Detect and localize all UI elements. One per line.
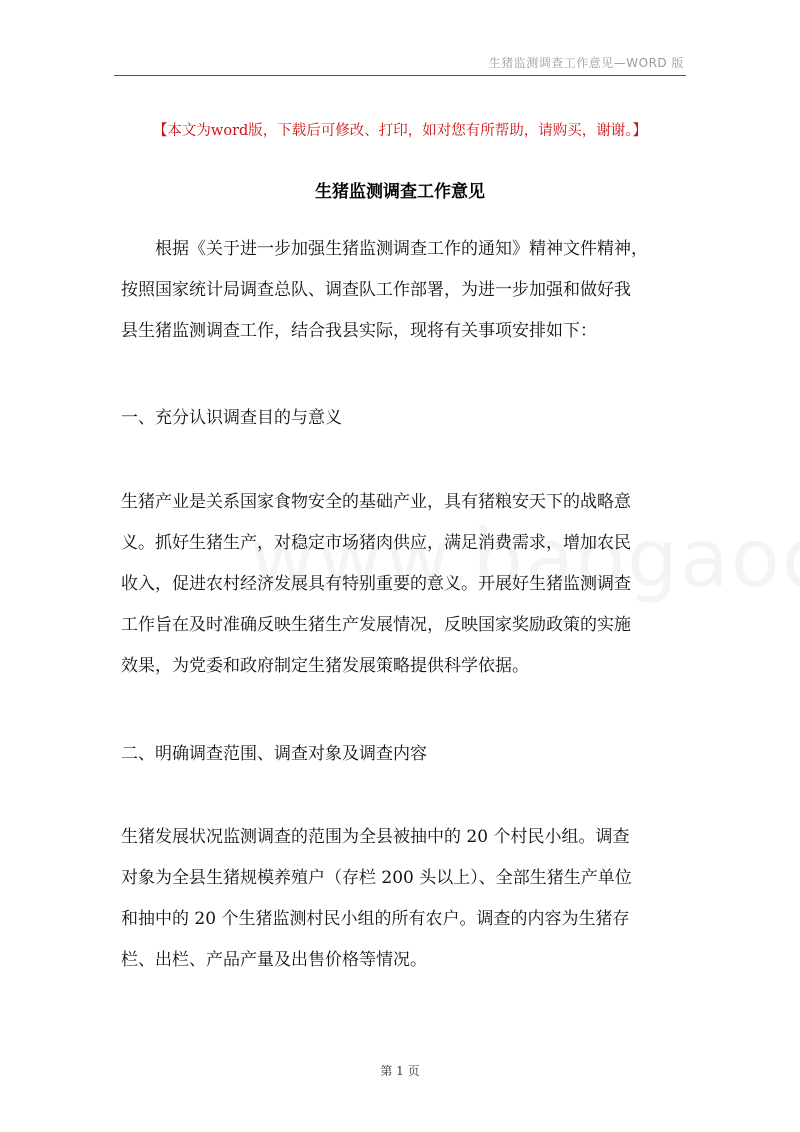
running-header: 生猪监测调查工作意见—WORD 版 (488, 56, 684, 70)
section-2-body: 生猪发展状况监测调查的范围为全县被抽中的 20 个村民小组。调查 对象为全县生猪规模养殖户（存栏 200 头以上）、全部生猪生产单位 和抽中的 20 个生猪监测村民小组的所有农户。调查的内容为生猪存 栏、出栏、产品产量及出售价格等情况。 (121, 827, 632, 970)
page-number: 第 1 页 (380, 1064, 420, 1078)
download-notice: 【本文为word版，下载后可修改、打印，如对您有所帮助，请购买，谢谢。】 (152, 123, 648, 139)
section-1-body: 生猪产业是关系国家食物安全的基础产业，具有猪粮安天下的战略意 义。抓好生猪生产，对稳定市场猪肉供应，满足消费需求，增加农民 收入，促进农村经济发展具有特别重要的意义。开展好生猪监测调查 工作旨在及时准确反映生猪生产发展情况，反映国家奖励政策的实施 效果，为党委和政府制定生猪发展策略提供科学依据。 (121, 492, 631, 676)
section-2-heading: 二、明确调查范围、调查对象及调查内容 (121, 744, 427, 764)
header-divider (114, 75, 686, 76)
section-1-heading: 一、充分认识调查目的与意义 (121, 408, 342, 428)
intro-paragraph: 根据《关于进一步加强生猪监测调查工作的通知》精神文件精神， 按照国家统计局调查总队、调查队工作部署，为进一步加强和做好我 县生猪监测调查工作，结合我县实际，现将有关事项安排如下： (121, 239, 648, 341)
document-title: 生猪监测调查工作意见 (315, 182, 485, 202)
